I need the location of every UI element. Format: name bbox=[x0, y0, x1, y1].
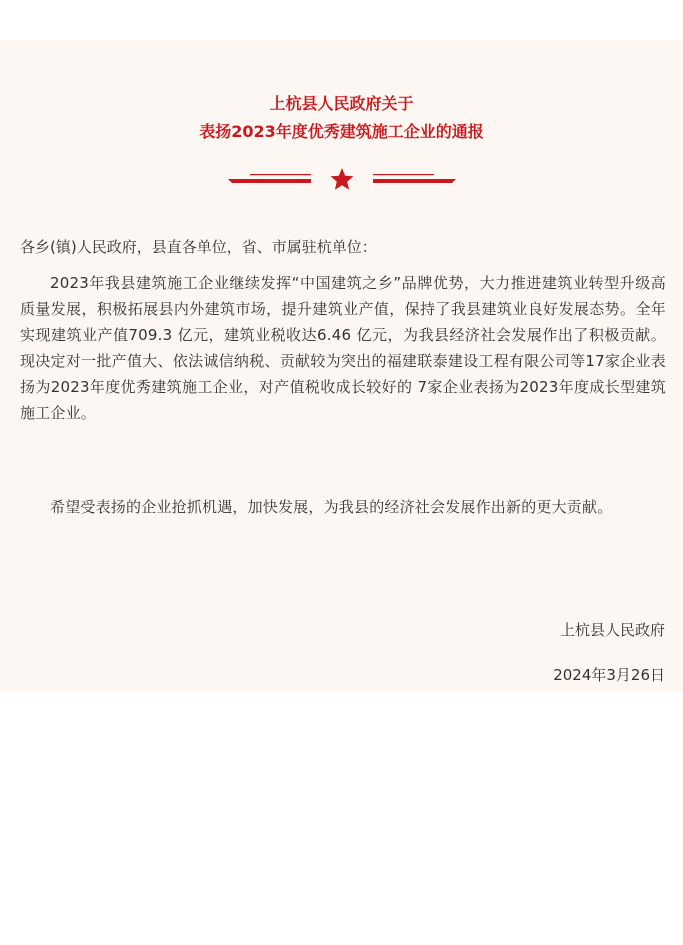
ornament-lines-right bbox=[373, 174, 456, 183]
notice-signature: 上杭县人民政府 bbox=[559, 621, 665, 639]
ornament-lines-left bbox=[228, 174, 311, 183]
ornament-thin-line-right bbox=[373, 174, 434, 175]
title-ornament bbox=[0, 164, 683, 196]
ornament-thin-line-left bbox=[250, 174, 311, 175]
notice-title-line2: 表扬2023年度优秀建筑施工企业的通报 bbox=[199, 122, 484, 141]
notice-paragraph-1: 2023年我县建筑施工企业继续发挥“中国建筑之乡”品牌优势，大力推进建筑业转型升级高质量发展，积极拓展县内外建筑市场，提升建筑业产值，保持了我县建筑业良好发展态势。全年实现建筑业产值709.3 亿元，建筑业税收达6.46 亿元，为我县经济社会发展作出了积极贡献。现决定对一批产值大、依法诚信纳税、贡献较为突出的福建联泰建设工程有限公司等17家企业表 扬为2023年度优秀建筑施工企业，对产值税收成长较好的 7家企业表扬为2023年度成长型建筑施工企业。 bbox=[20, 274, 666, 422]
notice-greeting: 各乡(镇)人民政府，县直各单位，省、市属驻杭单位： bbox=[20, 238, 377, 256]
ornament-thick-line-left bbox=[228, 179, 311, 183]
notice-title-line1: 上杭县人民政府关于 bbox=[269, 94, 414, 113]
star-icon bbox=[331, 168, 354, 190]
notice-paragraph-2: 希望受表扬的企业抢抓机遇，加快发展，为我县的经济社会发展作出新的更大贡献。 bbox=[50, 498, 613, 516]
ornament-thick-line-right bbox=[373, 179, 456, 183]
notice-date: 2024年3月26日 bbox=[553, 666, 665, 684]
